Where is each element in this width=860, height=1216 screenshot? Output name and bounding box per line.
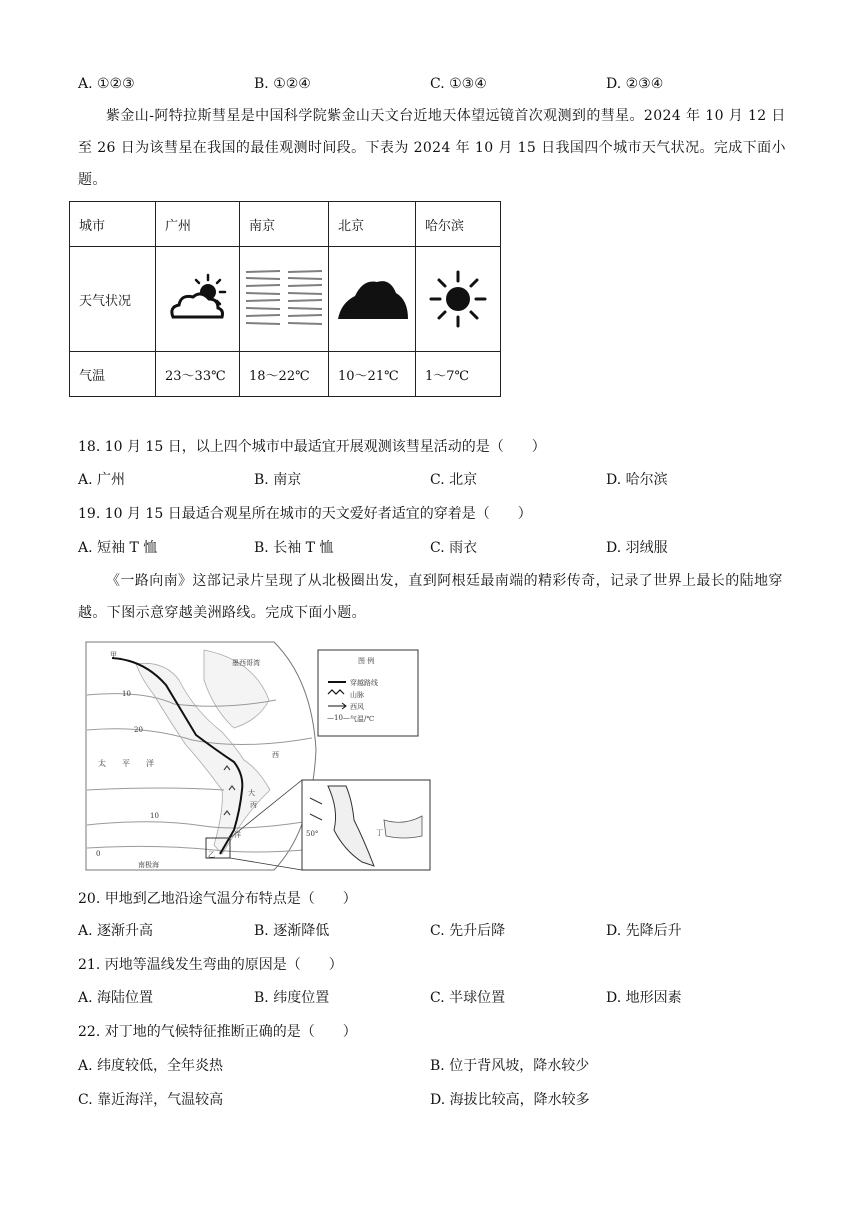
question-18-stem: 18. 10 月 15 日，以上四个城市中最适宜开展观测该彗星活动的是（ ） <box>78 439 546 455</box>
option-a[interactable]: A. 广州 <box>78 472 126 488</box>
city-nanjing: 南京 <box>240 202 329 247</box>
partly-cloudy-icon <box>156 247 240 352</box>
isotherm-0: 0 <box>96 850 101 858</box>
overcast-icon <box>329 247 416 352</box>
legend-temp: 气温/℃ <box>350 715 375 723</box>
option-b[interactable]: B. ①②④ <box>254 76 311 92</box>
temp-guangzhou: 23～33℃ <box>156 352 240 397</box>
legend-route: 穿越路线 <box>350 679 378 687</box>
table-label-weather: 天气状况 <box>70 247 156 352</box>
option-a[interactable]: A. 短袖 T 恤 <box>78 540 158 556</box>
question-20-options <box>78 920 788 942</box>
option-a[interactable]: A. 海陆位置 <box>78 990 154 1006</box>
label-ding: 丁 <box>376 829 383 837</box>
option-b[interactable]: B. 逐渐降低 <box>254 923 330 939</box>
weather-table <box>69 201 501 397</box>
option-c[interactable]: C. 半球位置 <box>430 990 506 1006</box>
option-b[interactable]: B. 位于背风坡，降水较少 <box>430 1058 590 1074</box>
label-da: 大 <box>248 789 255 797</box>
temp-nanjing: 18～22℃ <box>240 352 329 397</box>
temp-harbin: 1～7℃ <box>416 352 501 397</box>
question-21-stem: 21. 丙地等温线发生弯曲的原因是（ ） <box>78 957 343 973</box>
label-south-ocean: 南极海 <box>138 861 159 869</box>
label-yi: 乙 <box>208 851 215 859</box>
option-a[interactable]: A. 逐渐升高 <box>78 923 154 939</box>
option-b[interactable]: B. 纬度位置 <box>254 990 330 1006</box>
option-a[interactable]: A. 纬度较低，全年炎热 <box>78 1058 224 1074</box>
option-d[interactable]: D. 海拔比较高，降水较多 <box>430 1092 590 1108</box>
intro-paragraph-americas: 《一路向南》这部记录片呈现了从北极圈出发，直到阿根廷最南端的精彩传奇，记录了世界上最长的陆地穿越。下图示意穿越美洲路线。完成下面小题。 <box>78 573 783 621</box>
question-19-stem: 19. 10 月 15 日最适合观星所在城市的天文爱好者适宜的穿着是（ ） <box>78 506 532 522</box>
option-c[interactable]: C. 靠近海洋，气温较高 <box>78 1092 224 1108</box>
isotherm-20: 20 <box>134 726 143 734</box>
label-sea: 墨西哥湾 <box>232 659 260 667</box>
city-beijing: 北京 <box>329 202 416 247</box>
sunny-icon <box>416 247 501 352</box>
option-b[interactable]: B. 南京 <box>254 472 302 488</box>
question-19-options <box>78 537 788 559</box>
question-22-options-cd <box>78 1089 788 1111</box>
label-jia: 甲 <box>110 651 117 659</box>
isotherm-10: 10 <box>122 690 131 698</box>
legend-isotherm-sample: —10— <box>327 714 350 722</box>
city-harbin: 哈尔滨 <box>416 202 501 247</box>
label-yang: 洋 <box>234 831 241 839</box>
option-a[interactable]: A. ①②③ <box>78 76 135 92</box>
table-header-city: 城市 <box>70 202 156 247</box>
label-lat50: 50° <box>306 830 319 838</box>
map-labels <box>84 640 432 872</box>
legend-westerly: 西风 <box>350 703 364 711</box>
legend-title: 图 例 <box>358 657 375 665</box>
option-c[interactable]: C. 北京 <box>430 472 478 488</box>
option-c[interactable]: C. 雨衣 <box>430 540 478 556</box>
question-21-options <box>78 987 788 1009</box>
question-20-stem: 20. 甲地到乙地沿途气温分布特点是（ ） <box>78 891 357 907</box>
temp-beijing: 10～21℃ <box>329 352 416 397</box>
option-d[interactable]: D. 羽绒服 <box>606 540 668 556</box>
option-b[interactable]: B. 长袖 T 恤 <box>254 540 334 556</box>
label-xi: 西 <box>272 751 279 759</box>
isotherm-10-south: 10 <box>150 812 159 820</box>
question-22-options-ab <box>78 1055 788 1077</box>
label-pacific: 太 平 洋 <box>98 759 154 768</box>
city-guangzhou: 广州 <box>156 202 240 247</box>
option-c[interactable]: C. ①③④ <box>430 76 487 92</box>
table-label-temp: 气温 <box>70 352 156 397</box>
label-bing: 丙 <box>250 801 257 809</box>
question-18-options <box>78 469 788 491</box>
question-22-stem: 22. 对丁地的气候特征推断正确的是（ ） <box>78 1024 357 1040</box>
option-d[interactable]: D. ②③④ <box>606 76 664 92</box>
legend-mountain: 山脉 <box>350 691 364 699</box>
option-d[interactable]: D. 先降后升 <box>606 923 682 939</box>
option-d[interactable]: D. 地形因素 <box>606 990 682 1006</box>
option-d[interactable]: D. 哈尔滨 <box>606 472 668 488</box>
fog-icon <box>240 247 329 352</box>
options-row-prev <box>78 73 788 95</box>
intro-paragraph-comet: 紫金山-阿特拉斯彗星是中国科学院紫金山天文台近地天体望远镜首次观测到的彗星。2024 年 10 月 12 日至 26 日为该彗星在我国的最佳观测时间段。下表为 2024 年 10 月 15 日我国四个城市天气状况。完成下面小题。 <box>78 108 786 188</box>
option-c[interactable]: C. 先升后降 <box>430 923 506 939</box>
